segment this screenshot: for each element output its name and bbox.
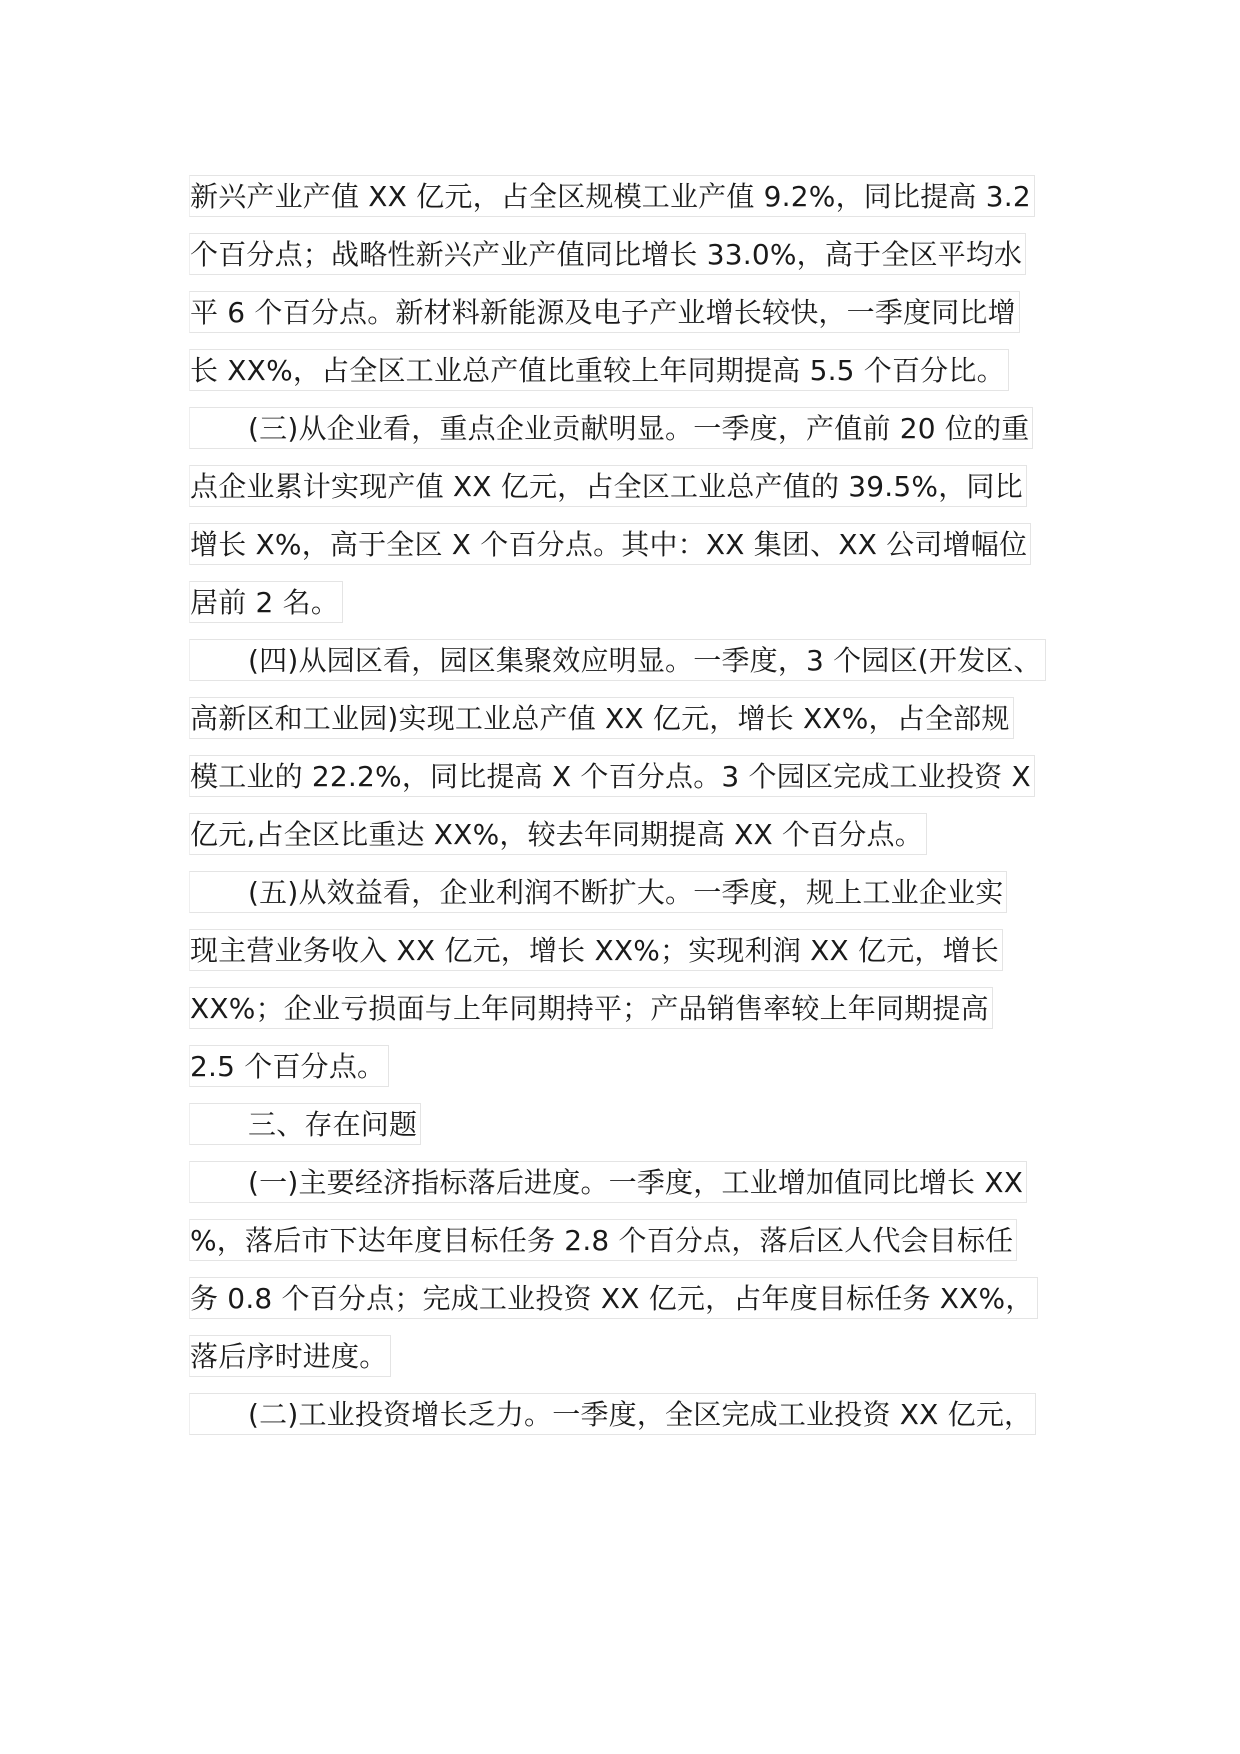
paragraph-start-line: (四)从园区看，园区集聚效应明显。一季度，3 个园区(开发区、 [189,639,1046,681]
text-line: 居前 2 名。 [189,581,343,623]
text-line: 模工业的 22.2%，同比提高 X 个百分点。3 个园区完成工业投资 X [189,755,1035,797]
text-line: 点企业累计实现产值 XX 亿元，占全区工业总产值的 39.5%，同比 [189,465,1027,507]
text-line: 亿元,占全区比重达 XX%，较去年同期提高 XX 个百分点。 [189,813,927,855]
text-line: 务 0.8 个百分点；完成工业投资 XX 亿元，占年度目标任务 XX%， [189,1277,1038,1319]
text-line: 高新区和工业园)实现工业总产值 XX 亿元，增长 XX%，占全部规 [189,697,1014,739]
text-line: 2.5 个百分点。 [189,1045,389,1087]
text-line: 平 6 个百分点。新材料新能源及电子产业增长较快，一季度同比增 [189,291,1020,333]
text-line: 现主营业务收入 XX 亿元，增长 XX%；实现利润 XX 亿元，增长 [189,929,1003,971]
text-line: XX%；企业亏损面与上年同期持平；产品销售率较上年同期提高 [189,987,993,1029]
text-line: %，落后市下达年度目标任务 2.8 个百分点，落后区人代会目标任 [189,1219,1017,1261]
text-line: 落后序时进度。 [189,1335,391,1377]
paragraph-start-line: (二)工业投资增长乏力。一季度，全区完成工业投资 XX 亿元， [189,1393,1036,1435]
section-heading: 三、存在问题 [189,1103,421,1145]
text-line: 个百分点；战略性新兴产业产值同比增长 33.0%，高于全区平均水 [189,233,1026,275]
text-line: 新兴产业产值 XX 亿元，占全区规模工业产值 9.2%，同比提高 3.2 [189,175,1035,217]
paragraph-start-line: (一)主要经济指标落后进度。一季度，工业增加值同比增长 XX [189,1161,1027,1203]
paragraph-start-line: (五)从效益看，企业利润不断扩大。一季度，规上工业企业实 [189,871,1007,913]
text-line: 增长 X%，高于全区 X 个百分点。其中：XX 集团、XX 公司增幅位 [189,523,1031,565]
paragraph-start-line: (三)从企业看，重点企业贡献明显。一季度，产值前 20 位的重 [189,407,1033,449]
text-line: 长 XX%，占全区工业总产值比重较上年同期提高 5.5 个百分比。 [189,349,1009,391]
